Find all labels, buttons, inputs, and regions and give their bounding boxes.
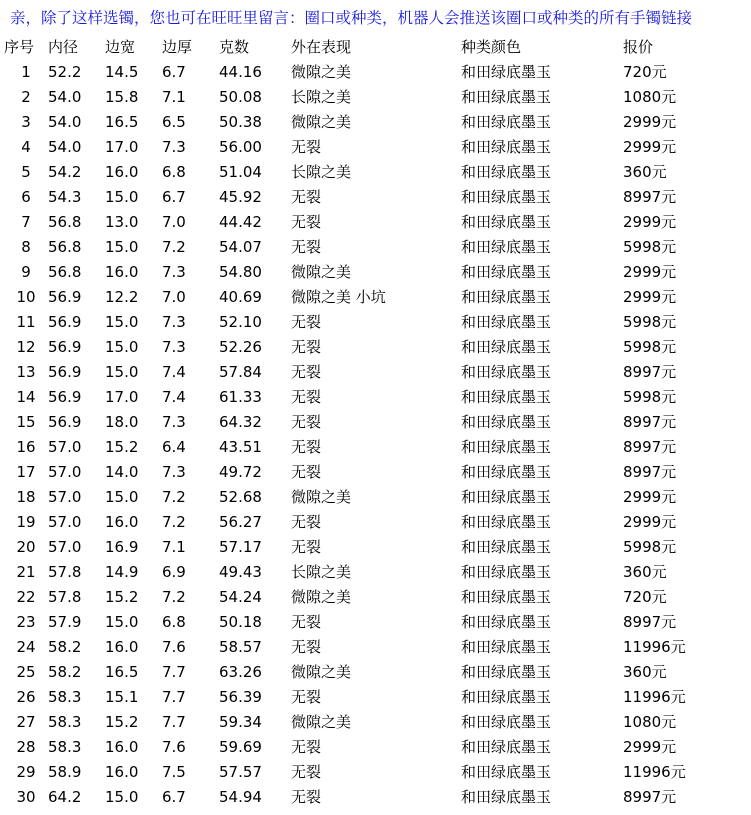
cell-appearance: 微隙之美 小坑 (291, 288, 386, 306)
cell-appearance: 无裂 (291, 638, 322, 656)
cell-edge-thickness: 7.5 (162, 763, 186, 781)
cell-appearance: 微隙之美 (291, 713, 352, 731)
cell-edge-thickness: 6.7 (162, 188, 186, 206)
cell-weight: 50.38 (219, 113, 262, 131)
cell-weight: 51.04 (219, 163, 262, 181)
cell-appearance: 无裂 (291, 188, 322, 206)
cell-weight: 56.39 (219, 688, 262, 706)
cell-type-color: 和田绿底墨玉 (461, 688, 552, 706)
cell-weight: 58.57 (219, 638, 262, 656)
cell-appearance: 无裂 (291, 613, 322, 631)
cell-inner-diameter: 57.9 (48, 613, 82, 631)
cell-type-color: 和田绿底墨玉 (461, 763, 552, 781)
cell-appearance: 无裂 (291, 363, 322, 381)
cell-weight: 61.33 (219, 388, 262, 406)
cell-edge-thickness: 7.3 (162, 413, 186, 431)
cell-inner-diameter: 56.9 (48, 413, 82, 431)
cell-type-color: 和田绿底墨玉 (461, 413, 552, 431)
cell-edge-width: 16.9 (105, 538, 139, 556)
table-row (4, 385, 733, 410)
cell-weight: 56.27 (219, 513, 262, 531)
table-row (4, 210, 733, 235)
cell-index: 13 (16, 363, 36, 381)
cell-inner-diameter: 58.3 (48, 713, 82, 731)
cell-inner-diameter: 57.0 (48, 463, 82, 481)
cell-edge-width: 16.5 (105, 113, 139, 131)
cell-edge-thickness: 6.8 (162, 163, 186, 181)
cell-appearance: 长隙之美 (291, 163, 352, 181)
cell-index: 23 (16, 613, 36, 631)
cell-inner-diameter: 56.9 (48, 338, 82, 356)
table-row (4, 710, 733, 735)
cell-edge-thickness: 7.3 (162, 263, 186, 281)
cell-inner-diameter: 58.9 (48, 763, 82, 781)
cell-index: 29 (16, 763, 36, 781)
cell-weight: 54.80 (219, 263, 262, 281)
cell-price: 11996元 (623, 688, 686, 706)
cell-weight: 56.00 (219, 138, 262, 156)
cell-type-color: 和田绿底墨玉 (461, 663, 552, 681)
table-row (4, 160, 733, 185)
cell-edge-thickness: 7.0 (162, 213, 186, 231)
cell-index: 28 (16, 738, 36, 756)
cell-appearance: 微隙之美 (291, 113, 352, 131)
cell-edge-width: 17.0 (105, 388, 139, 406)
cell-price: 2999元 (623, 263, 677, 281)
cell-price: 2999元 (623, 288, 677, 306)
cell-type-color: 和田绿底墨玉 (461, 138, 552, 156)
cell-price: 11996元 (623, 763, 686, 781)
cell-weight: 43.51 (219, 438, 262, 456)
cell-price: 2999元 (623, 488, 677, 506)
table-row (4, 760, 733, 785)
cell-inner-diameter: 52.2 (48, 63, 82, 81)
cell-inner-diameter: 57.8 (48, 563, 82, 581)
cell-weight: 44.42 (219, 213, 262, 231)
table-row (4, 310, 733, 335)
cell-edge-thickness: 7.1 (162, 88, 186, 106)
cell-edge-width: 15.0 (105, 788, 139, 806)
cell-inner-diameter: 58.3 (48, 688, 82, 706)
cell-index: 16 (16, 438, 36, 456)
cell-inner-diameter: 54.2 (48, 163, 82, 181)
table-row (4, 635, 733, 660)
cell-inner-diameter: 54.0 (48, 113, 82, 131)
header-inner-diameter: 内径 (48, 38, 79, 56)
cell-edge-width: 15.1 (105, 688, 139, 706)
cell-appearance: 无裂 (291, 538, 322, 556)
cell-edge-width: 15.0 (105, 338, 139, 356)
cell-appearance: 无裂 (291, 388, 322, 406)
cell-type-color: 和田绿底墨玉 (461, 438, 552, 456)
table-row (4, 535, 733, 560)
cell-index: 11 (16, 313, 36, 331)
cell-inner-diameter: 56.8 (48, 263, 82, 281)
cell-price: 8997元 (623, 463, 677, 481)
cell-inner-diameter: 57.0 (48, 513, 82, 531)
table-row (4, 185, 733, 210)
cell-appearance: 长隙之美 (291, 563, 352, 581)
cell-inner-diameter: 56.9 (48, 288, 82, 306)
table-row (4, 735, 733, 760)
cell-index: 9 (21, 263, 31, 281)
cell-index: 26 (16, 688, 36, 706)
cell-edge-thickness: 7.7 (162, 713, 186, 731)
table-row (4, 110, 733, 135)
cell-appearance: 长隙之美 (291, 88, 352, 106)
cell-index: 24 (16, 638, 36, 656)
table-row (4, 510, 733, 535)
cell-inner-diameter: 56.8 (48, 238, 82, 256)
table-row (4, 785, 733, 810)
cell-edge-width: 16.0 (105, 163, 139, 181)
cell-weight: 57.57 (219, 763, 262, 781)
cell-appearance: 无裂 (291, 438, 322, 456)
bracelet-table (4, 34, 733, 810)
cell-edge-width: 16.0 (105, 763, 139, 781)
cell-index: 25 (16, 663, 36, 681)
cell-edge-width: 16.0 (105, 638, 139, 656)
cell-edge-width: 13.0 (105, 213, 139, 231)
cell-index: 18 (16, 488, 36, 506)
cell-price: 8997元 (623, 788, 677, 806)
cell-inner-diameter: 58.3 (48, 738, 82, 756)
cell-edge-thickness: 7.0 (162, 288, 186, 306)
header-index: 序号 (4, 38, 35, 56)
cell-inner-diameter: 54.0 (48, 138, 82, 156)
cell-weight: 57.84 (219, 363, 262, 381)
cell-type-color: 和田绿底墨玉 (461, 638, 552, 656)
cell-weight: 57.17 (219, 538, 262, 556)
cell-index: 6 (21, 188, 31, 206)
cell-edge-width: 15.2 (105, 713, 139, 731)
table-row (4, 435, 733, 460)
cell-inner-diameter: 56.9 (48, 313, 82, 331)
table-row (4, 660, 733, 685)
cell-edge-width: 14.5 (105, 63, 139, 81)
cell-index: 8 (21, 238, 31, 256)
cell-type-color: 和田绿底墨玉 (461, 513, 552, 531)
cell-price: 5998元 (623, 313, 677, 331)
cell-price: 1080元 (623, 88, 677, 106)
cell-price: 360元 (623, 663, 667, 681)
table-row (4, 285, 733, 310)
cell-price: 360元 (623, 563, 667, 581)
table-row (4, 585, 733, 610)
cell-appearance: 微隙之美 (291, 663, 352, 681)
cell-inner-diameter: 56.9 (48, 363, 82, 381)
cell-inner-diameter: 58.2 (48, 638, 82, 656)
cell-edge-thickness: 6.7 (162, 788, 186, 806)
cell-type-color: 和田绿底墨玉 (461, 488, 552, 506)
cell-inner-diameter: 58.2 (48, 663, 82, 681)
cell-edge-width: 18.0 (105, 413, 139, 431)
cell-edge-width: 16.0 (105, 513, 139, 531)
cell-price: 8997元 (623, 613, 677, 631)
cell-price: 5998元 (623, 238, 677, 256)
header-type-color: 种类颜色 (461, 38, 522, 56)
cell-appearance: 无裂 (291, 688, 322, 706)
cell-price: 720元 (623, 588, 667, 606)
table-row (4, 335, 733, 360)
cell-price: 2999元 (623, 213, 677, 231)
cell-type-color: 和田绿底墨玉 (461, 588, 552, 606)
cell-appearance: 无裂 (291, 413, 322, 431)
cell-edge-width: 15.2 (105, 588, 139, 606)
table-header-row (4, 34, 733, 60)
cell-edge-width: 16.0 (105, 738, 139, 756)
cell-price: 360元 (623, 163, 667, 181)
cell-type-color: 和田绿底墨玉 (461, 338, 552, 356)
table-row (4, 85, 733, 110)
cell-weight: 40.69 (219, 288, 262, 306)
cell-type-color: 和田绿底墨玉 (461, 388, 552, 406)
cell-type-color: 和田绿底墨玉 (461, 313, 552, 331)
cell-type-color: 和田绿底墨玉 (461, 238, 552, 256)
header-edge-thickness: 边厚 (162, 38, 193, 56)
table-row (4, 485, 733, 510)
cell-index: 14 (16, 388, 36, 406)
cell-edge-thickness: 6.8 (162, 613, 186, 631)
cell-appearance: 无裂 (291, 313, 322, 331)
cell-weight: 44.16 (219, 63, 262, 81)
cell-edge-width: 14.9 (105, 563, 139, 581)
cell-edge-thickness: 7.4 (162, 363, 186, 381)
cell-appearance: 无裂 (291, 513, 322, 531)
cell-edge-thickness: 7.7 (162, 688, 186, 706)
table-row (4, 135, 733, 160)
cell-edge-thickness: 7.6 (162, 738, 186, 756)
cell-edge-width: 15.0 (105, 363, 139, 381)
cell-type-color: 和田绿底墨玉 (461, 213, 552, 231)
cell-type-color: 和田绿底墨玉 (461, 263, 552, 281)
table-row (4, 560, 733, 585)
cell-index: 2 (21, 88, 31, 106)
table-row (4, 235, 733, 260)
cell-appearance: 无裂 (291, 788, 322, 806)
cell-type-color: 和田绿底墨玉 (461, 788, 552, 806)
cell-index: 12 (16, 338, 36, 356)
cell-weight: 54.24 (219, 588, 262, 606)
cell-weight: 52.26 (219, 338, 262, 356)
cell-edge-thickness: 6.9 (162, 563, 186, 581)
cell-type-color: 和田绿底墨玉 (461, 713, 552, 731)
cell-appearance: 无裂 (291, 213, 322, 231)
cell-price: 2999元 (623, 138, 677, 156)
cell-edge-thickness: 7.2 (162, 488, 186, 506)
cell-edge-width: 15.0 (105, 313, 139, 331)
cell-type-color: 和田绿底墨玉 (461, 113, 552, 131)
cell-index: 21 (16, 563, 36, 581)
cell-edge-width: 15.0 (105, 613, 139, 631)
cell-appearance: 无裂 (291, 463, 322, 481)
cell-price: 5998元 (623, 388, 677, 406)
cell-edge-thickness: 7.4 (162, 388, 186, 406)
cell-type-color: 和田绿底墨玉 (461, 163, 552, 181)
cell-price: 2999元 (623, 513, 677, 531)
cell-weight: 49.72 (219, 463, 262, 481)
cell-type-color: 和田绿底墨玉 (461, 63, 552, 81)
cell-price: 8997元 (623, 438, 677, 456)
cell-edge-width: 15.0 (105, 488, 139, 506)
table-row (4, 610, 733, 635)
cell-index: 10 (16, 288, 36, 306)
cell-type-color: 和田绿底墨玉 (461, 88, 552, 106)
cell-weight: 54.07 (219, 238, 262, 256)
cell-index: 7 (21, 213, 31, 231)
cell-index: 3 (21, 113, 31, 131)
cell-inner-diameter: 57.8 (48, 588, 82, 606)
cell-price: 8997元 (623, 413, 677, 431)
cell-edge-thickness: 7.6 (162, 638, 186, 656)
cell-weight: 64.32 (219, 413, 262, 431)
cell-inner-diameter: 56.8 (48, 213, 82, 231)
cell-edge-width: 15.2 (105, 438, 139, 456)
cell-inner-diameter: 54.0 (48, 88, 82, 106)
table-row (4, 360, 733, 385)
table-row (4, 460, 733, 485)
header-appearance: 外在表现 (291, 38, 352, 56)
cell-edge-thickness: 7.2 (162, 513, 186, 531)
cell-edge-width: 15.0 (105, 238, 139, 256)
notice-text: 亲，除了这样选镯，您也可在旺旺里留言：圈口或种类，机器人会推送该圈口或种类的所有手镯链接 (10, 9, 693, 27)
cell-type-color: 和田绿底墨玉 (461, 538, 552, 556)
cell-price: 720元 (623, 63, 667, 81)
table-row (4, 260, 733, 285)
cell-appearance: 无裂 (291, 238, 322, 256)
cell-weight: 50.18 (219, 613, 262, 631)
cell-index: 20 (16, 538, 36, 556)
cell-edge-width: 16.5 (105, 663, 139, 681)
cell-edge-width: 15.0 (105, 188, 139, 206)
cell-inner-diameter: 64.2 (48, 788, 82, 806)
cell-type-color: 和田绿底墨玉 (461, 288, 552, 306)
cell-edge-width: 17.0 (105, 138, 139, 156)
cell-appearance: 无裂 (291, 738, 322, 756)
cell-index: 1 (21, 63, 31, 81)
cell-appearance: 微隙之美 (291, 63, 352, 81)
cell-weight: 45.92 (219, 188, 262, 206)
cell-weight: 52.68 (219, 488, 262, 506)
cell-type-color: 和田绿底墨玉 (461, 463, 552, 481)
cell-edge-thickness: 7.3 (162, 338, 186, 356)
cell-edge-width: 16.0 (105, 263, 139, 281)
header-weight: 克数 (219, 38, 250, 56)
cell-weight: 50.08 (219, 88, 262, 106)
cell-appearance: 无裂 (291, 138, 322, 156)
header-edge-width: 边宽 (105, 38, 136, 56)
cell-index: 4 (21, 138, 31, 156)
cell-index: 15 (16, 413, 36, 431)
cell-appearance: 微隙之美 (291, 588, 352, 606)
cell-price: 5998元 (623, 338, 677, 356)
cell-edge-thickness: 7.3 (162, 313, 186, 331)
cell-edge-width: 14.0 (105, 463, 139, 481)
cell-appearance: 无裂 (291, 338, 322, 356)
cell-inner-diameter: 54.3 (48, 188, 82, 206)
cell-edge-thickness: 7.3 (162, 138, 186, 156)
cell-edge-thickness: 7.1 (162, 538, 186, 556)
cell-weight: 59.34 (219, 713, 262, 731)
cell-price: 11996元 (623, 638, 686, 656)
cell-type-color: 和田绿底墨玉 (461, 363, 552, 381)
cell-inner-diameter: 57.0 (48, 438, 82, 456)
cell-index: 19 (16, 513, 36, 531)
cell-price: 8997元 (623, 188, 677, 206)
table-row (4, 410, 733, 435)
cell-price: 5998元 (623, 538, 677, 556)
table-row (4, 60, 733, 85)
cell-index: 27 (16, 713, 36, 731)
cell-index: 30 (16, 788, 36, 806)
cell-weight: 59.69 (219, 738, 262, 756)
cell-edge-thickness: 6.5 (162, 113, 186, 131)
cell-type-color: 和田绿底墨玉 (461, 188, 552, 206)
cell-edge-thickness: 7.2 (162, 588, 186, 606)
cell-edge-thickness: 7.2 (162, 238, 186, 256)
cell-price: 2999元 (623, 113, 677, 131)
cell-inner-diameter: 57.0 (48, 538, 82, 556)
cell-price: 1080元 (623, 713, 677, 731)
cell-price: 8997元 (623, 363, 677, 381)
cell-edge-width: 12.2 (105, 288, 139, 306)
cell-weight: 52.10 (219, 313, 262, 331)
cell-appearance: 微隙之美 (291, 488, 352, 506)
cell-edge-thickness: 7.3 (162, 463, 186, 481)
cell-weight: 54.94 (219, 788, 262, 806)
cell-type-color: 和田绿底墨玉 (461, 613, 552, 631)
table-body (4, 60, 733, 810)
cell-weight: 49.43 (219, 563, 262, 581)
cell-index: 22 (16, 588, 36, 606)
cell-edge-width: 15.8 (105, 88, 139, 106)
header-price: 报价 (623, 38, 654, 56)
table-row (4, 685, 733, 710)
cell-index: 5 (21, 163, 31, 181)
cell-edge-thickness: 6.4 (162, 438, 186, 456)
cell-edge-thickness: 7.7 (162, 663, 186, 681)
cell-type-color: 和田绿底墨玉 (461, 563, 552, 581)
cell-price: 2999元 (623, 738, 677, 756)
cell-appearance: 微隙之美 (291, 263, 352, 281)
cell-inner-diameter: 56.9 (48, 388, 82, 406)
cell-inner-diameter: 57.0 (48, 488, 82, 506)
cell-index: 17 (16, 463, 36, 481)
cell-edge-thickness: 6.7 (162, 63, 186, 81)
cell-type-color: 和田绿底墨玉 (461, 738, 552, 756)
cell-appearance: 无裂 (291, 763, 322, 781)
cell-weight: 63.26 (219, 663, 262, 681)
